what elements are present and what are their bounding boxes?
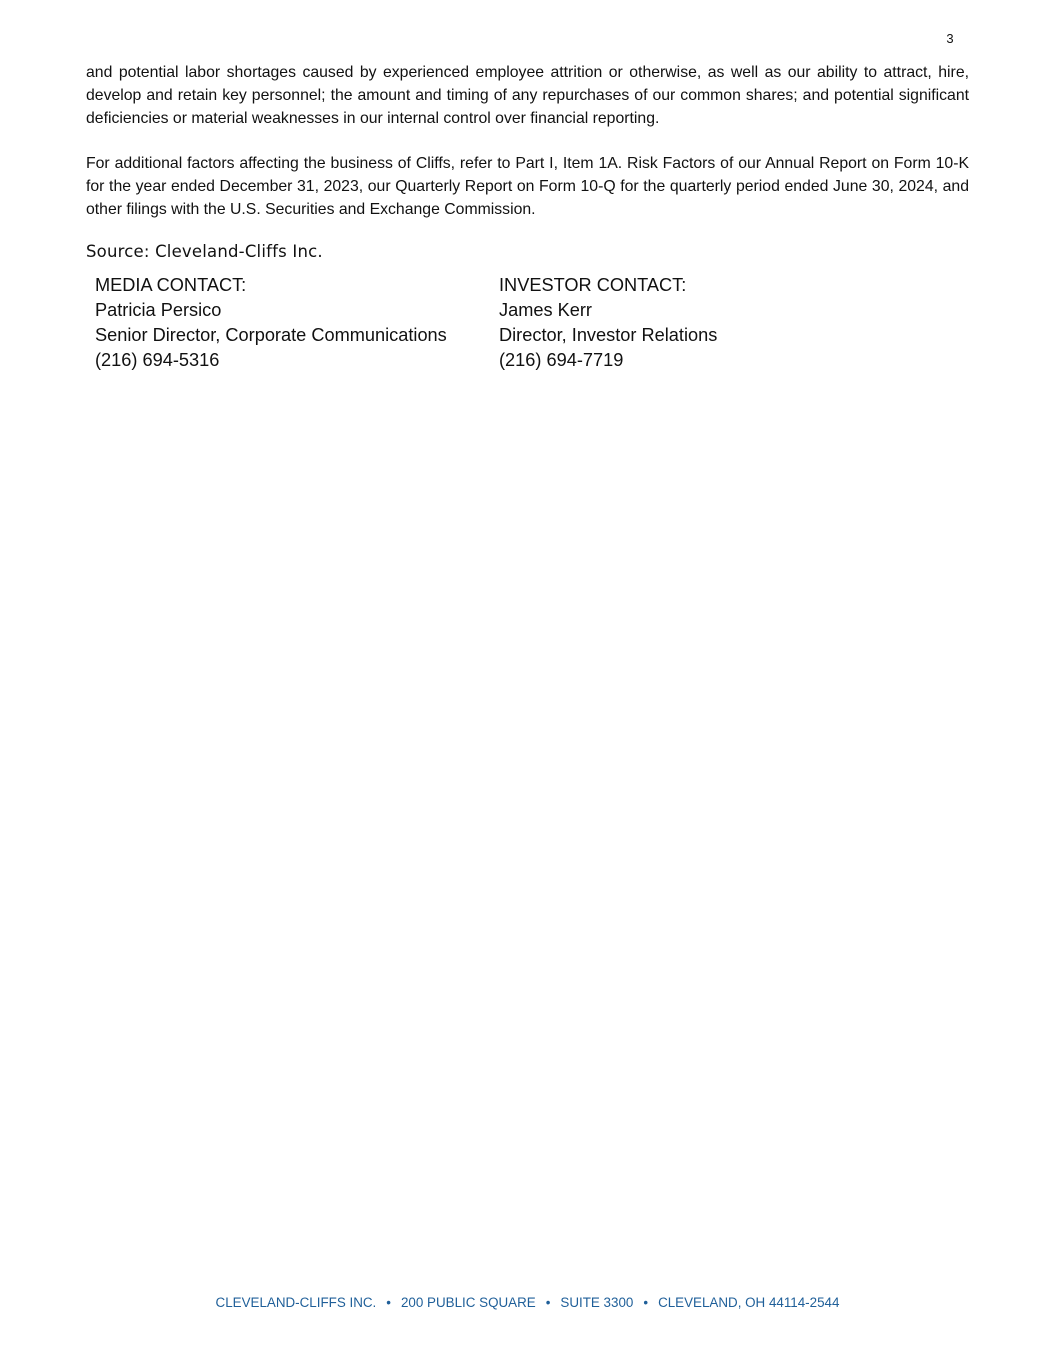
investor-contact-title: Director, Investor Relations <box>499 325 718 345</box>
investor-contact-phone: (216) 694-7719 <box>499 350 624 370</box>
page-number: 3 <box>946 31 954 46</box>
footer-street: 200 PUBLIC SQUARE <box>400 1295 536 1310</box>
source-line: Source: Cleveland-Cliffs Inc. <box>86 242 323 261</box>
footer-address <box>0 1294 1055 1312</box>
additional-factors-paragraph: For additional factors affecting the business of Cliffs, refer to Part I, Item 1A. Risk Factors of our Annual Report on Form 10-K for the year ended December 31, 2023, our Quarterly Report on Form 10-Q for the quarterly period ended June 30, 2024, and other filings with the U.S. Securities and Exchange Commission. <box>86 155 969 218</box>
footer-company: CLEVELAND-CLIFFS INC. <box>215 1295 377 1310</box>
forward-looking-paragraph-continued: and potential labor shortages caused by experienced employee attrition or otherwise, as well as our ability to attract, hire, develop and retain key personnel; the amount and timing of any repurchases of our common shares; and potential significant deficiencies or material weaknesses in our internal control over financial reporting. <box>86 64 969 127</box>
media-contact-title: Senior Director, Corporate Communications <box>95 325 447 345</box>
footer-separator: • <box>386 1295 391 1310</box>
media-contact <box>95 273 499 373</box>
footer-separator: • <box>545 1295 551 1310</box>
investor-contact <box>499 273 799 373</box>
footer-suite: SUITE 3300 <box>560 1295 634 1310</box>
footer-city: CLEVELAND, OH 44114-2544 <box>658 1295 840 1310</box>
contacts-section <box>95 273 799 373</box>
media-contact-name: Patricia Persico <box>95 300 222 320</box>
investor-contact-name: James Kerr <box>499 300 592 320</box>
media-contact-heading: MEDIA CONTACT: <box>95 275 247 295</box>
footer-separator: • <box>643 1295 649 1310</box>
investor-contact-heading: INVESTOR CONTACT: <box>499 275 687 295</box>
media-contact-phone: (216) 694-5316 <box>95 350 220 370</box>
